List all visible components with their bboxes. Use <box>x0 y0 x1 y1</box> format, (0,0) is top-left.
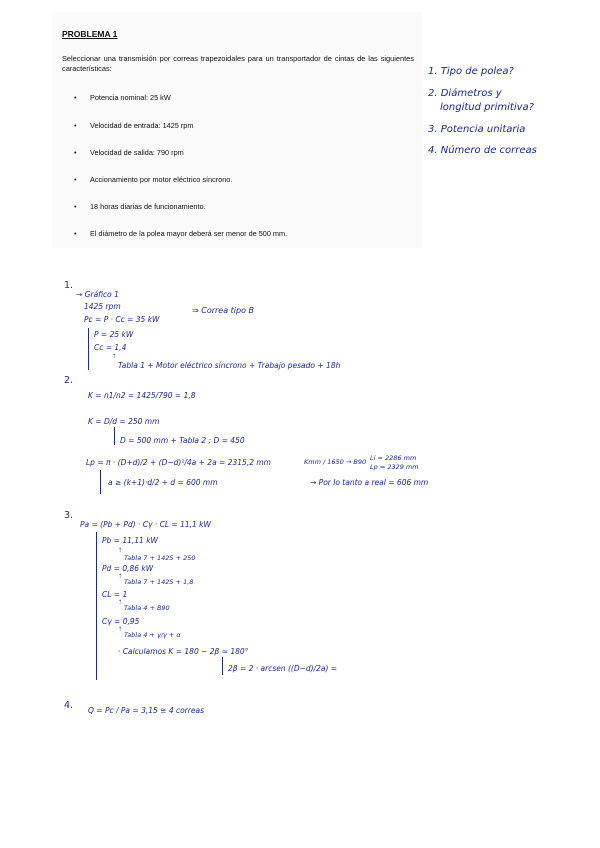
s1-line1: → Gráfico 1 <box>76 290 119 299</box>
requirement-item <box>74 148 184 157</box>
s1-line2: 1425 rpm <box>84 302 121 311</box>
bullet-icon: • <box>74 229 77 238</box>
bracket-line <box>88 328 89 370</box>
requirement-text: Velocidad de entrada: 1425 rpm <box>90 121 194 130</box>
s2-line4b: Kmm / 1650 → B90 <box>304 458 367 466</box>
s1-line6: Tabla 1 + Motor eléctrico síncrono + Trabajo pesado + 18h <box>118 361 341 370</box>
bracket-line <box>114 427 115 445</box>
requirement-item <box>74 175 232 184</box>
s2-line4d: Lp = 2329 mm <box>370 463 419 471</box>
bracket-line <box>100 470 101 494</box>
question-1: 1. Tipo de polea? <box>428 66 514 77</box>
arrow-up-icon: ↑ <box>112 351 116 360</box>
s3-line9: Tabla 4 + γ/γ + α <box>124 631 181 639</box>
bullet-icon: • <box>74 148 77 157</box>
requirement-item <box>74 229 287 238</box>
s3-line11: 2β = 2 · arcsen ((D−d)/2a) = <box>228 664 338 673</box>
s2-line4c: Li = 2286 mm <box>370 454 417 462</box>
s3-line2: Pb = 11,11 kW <box>102 536 158 545</box>
section-1-label: 1. <box>64 280 74 291</box>
requirement-text: El diámetro de la polea mayor deberá ser menor de 500 mm. <box>90 229 288 238</box>
s1-line5: Cc = 1,4 <box>94 343 127 352</box>
s3-line6: CL = 1 <box>102 590 128 599</box>
s3-line8: Cγ = 0,95 <box>102 617 140 626</box>
arrow-up-icon: ↑ <box>118 624 122 633</box>
s2-line4: Lp = π · (D+d)/2 + (D−d)²/4a + 2a = 2315,2 mm <box>86 458 271 467</box>
requirement-text: Velocidad de salida: 790 rpm <box>90 148 184 157</box>
problem-intro: Seleccionar una transmisión por correas trapezoidales para un transportador de cintas de las siguientes características: <box>62 54 414 73</box>
question-2: 2. Diámetros y <box>428 88 502 99</box>
requirement-text: Accionamiento por motor eléctrico síncrono. <box>90 175 233 184</box>
arrow-up-icon: ↑ <box>118 571 122 580</box>
bullet-icon: • <box>74 121 77 130</box>
section-3-label: 3. <box>64 510 74 521</box>
section-2-label: 2. <box>64 375 74 386</box>
requirement-text: 18 horas diarias de funcionamiento. <box>90 202 206 211</box>
arrow-up-icon: ↑ <box>118 597 122 606</box>
requirement-item <box>74 121 193 130</box>
requirement-text: Potencia nominal: 25 kW <box>90 93 171 102</box>
question-3: 3. Potencia unitaria <box>428 124 526 135</box>
bullet-icon: • <box>74 93 77 102</box>
section-4-label: 4. <box>64 700 74 711</box>
bracket-line <box>96 532 97 680</box>
bullet-icon: • <box>74 202 77 211</box>
s3-line3: Tabla 7 + 1425 + 250 <box>124 554 196 562</box>
s2-line5: a ≥ (k+1)·d/2 + d = 600 mm <box>108 478 218 487</box>
problem-title: PROBLEMA 1 <box>62 29 118 39</box>
s3-line7: Tabla 4 + B90 <box>124 604 170 612</box>
bullet-icon: • <box>74 175 77 184</box>
s3-line5: Tabla 7 + 1425 + 1,8 <box>124 578 194 586</box>
s1-line4: P = 25 kW <box>94 330 134 339</box>
s2-line3: D = 500 mm + Tabla 2 ; D = 450 <box>120 436 245 445</box>
s4-line1: Q = Pc / Pa = 3,15 ≅ 4 correas <box>88 706 204 715</box>
s1-result: ⇒ Correa tipo B <box>192 306 255 315</box>
s1-line3: Pc = P · Cc = 35 kW <box>84 315 160 324</box>
requirement-item <box>74 93 171 102</box>
question-2-cont: longitud primitiva? <box>440 102 534 113</box>
s3-line4: Pd = 0,86 kW <box>102 564 154 573</box>
s2-line6: → Por lo tanto a real = 606 mm <box>310 478 429 487</box>
bracket-line <box>222 657 223 675</box>
arrow-up-icon: ↑ <box>118 545 122 554</box>
question-4: 4. Número de correas <box>428 145 537 156</box>
problem-statement-box <box>52 12 422 248</box>
s2-line2: K = D/d = 250 mm <box>88 417 160 426</box>
s3-line1: Pa = (Pb + Pd) · Cγ · CL = 11,1 kW <box>80 520 211 529</box>
requirement-item <box>74 202 206 211</box>
s3-line10: · Calculamos K = 180 − 2β ≈ 180° <box>118 647 249 656</box>
s2-line1: K = n1/n2 = 1425/790 = 1,8 <box>88 391 196 400</box>
